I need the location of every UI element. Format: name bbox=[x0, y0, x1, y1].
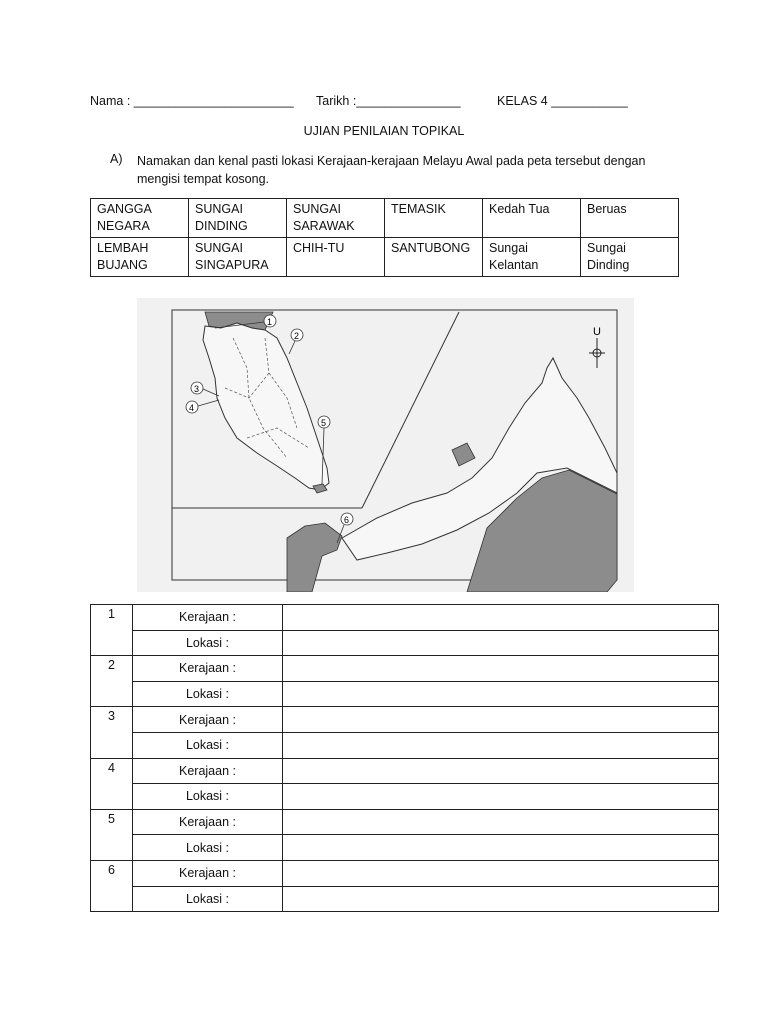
word-bank-cell-line: GANGGA bbox=[97, 202, 152, 216]
marker-6-label: 6 bbox=[344, 515, 350, 525]
kerajaan-answer-field[interactable] bbox=[283, 758, 719, 784]
lokasi-answer-field[interactable] bbox=[283, 681, 719, 707]
word-bank-cell-line: SUNGAI bbox=[195, 241, 243, 255]
answer-row-kerajaan bbox=[91, 758, 719, 784]
marker-1-label: 1 bbox=[267, 317, 273, 327]
answer-row-kerajaan bbox=[91, 809, 719, 835]
lokasi-label: Lokasi : bbox=[133, 681, 283, 707]
kerajaan-label: Kerajaan : bbox=[133, 758, 283, 784]
word-bank-cell-line: BUJANG bbox=[97, 258, 148, 272]
tarikh-field[interactable]: Tarikh :_______________ bbox=[316, 94, 461, 108]
answer-number: 4 bbox=[91, 758, 133, 809]
word-bank-cell-line: NEGARA bbox=[97, 219, 150, 233]
lokasi-answer-field[interactable] bbox=[283, 732, 719, 758]
page-title: UJIAN PENILAIAN TOPIKAL bbox=[303, 124, 465, 138]
answer-row-kerajaan bbox=[91, 860, 719, 886]
word-bank-cell-line: Sungai bbox=[489, 241, 528, 255]
word-bank-cell bbox=[91, 238, 189, 277]
lokasi-answer-field[interactable] bbox=[283, 886, 719, 912]
word-bank-cell-line: Sungai bbox=[587, 241, 626, 255]
kerajaan-label: Kerajaan : bbox=[133, 605, 283, 631]
kerajaan-label: Kerajaan : bbox=[133, 860, 283, 886]
word-bank-cell bbox=[287, 238, 385, 277]
marker-5-label: 5 bbox=[321, 418, 327, 428]
kelas-field[interactable]: KELAS 4 ___________ bbox=[497, 94, 628, 108]
word-bank-row bbox=[91, 238, 679, 277]
answer-number: 6 bbox=[91, 860, 133, 911]
word-bank-cell bbox=[385, 199, 483, 238]
lokasi-answer-field[interactable] bbox=[283, 630, 719, 656]
word-bank-cell bbox=[91, 199, 189, 238]
answer-row-lokasi bbox=[91, 835, 719, 861]
kerajaan-answer-field[interactable] bbox=[283, 809, 719, 835]
word-bank-cell-line: SINGAPURA bbox=[195, 258, 269, 272]
answer-row-kerajaan bbox=[91, 605, 719, 631]
answer-number: 2 bbox=[91, 656, 133, 707]
word-bank-table bbox=[90, 198, 679, 277]
word-bank-cell-line: Dinding bbox=[587, 258, 630, 272]
answer-number: 1 bbox=[91, 605, 133, 656]
instruction-line-2: mengisi tempat kosong. bbox=[137, 172, 270, 186]
word-bank-cell-line: Kelantan bbox=[489, 258, 539, 272]
word-bank-cell bbox=[287, 199, 385, 238]
word-bank-cell bbox=[189, 238, 287, 277]
word-bank-cell bbox=[581, 238, 679, 277]
kerajaan-label: Kerajaan : bbox=[133, 707, 283, 733]
question-label: A) bbox=[110, 152, 123, 166]
answer-row-kerajaan bbox=[91, 707, 719, 733]
answer-number: 5 bbox=[91, 809, 133, 860]
kerajaan-label: Kerajaan : bbox=[133, 809, 283, 835]
kerajaan-answer-field[interactable] bbox=[283, 656, 719, 682]
kerajaan-answer-field[interactable] bbox=[283, 605, 719, 631]
answer-number: 3 bbox=[91, 707, 133, 758]
word-bank-cell-line: SUNGAI bbox=[195, 202, 243, 216]
lokasi-answer-field[interactable] bbox=[283, 784, 719, 810]
kerajaan-answer-field[interactable] bbox=[283, 707, 719, 733]
marker-3-label: 3 bbox=[194, 384, 200, 394]
word-bank-cell-line: SARAWAK bbox=[293, 219, 355, 233]
word-bank-cell bbox=[189, 199, 287, 238]
word-bank-cell bbox=[483, 199, 581, 238]
answer-row-lokasi bbox=[91, 886, 719, 912]
lokasi-label: Lokasi : bbox=[133, 835, 283, 861]
word-bank-cell-line: SANTUBONG bbox=[391, 241, 471, 255]
map-image bbox=[137, 298, 634, 592]
marker-4-label: 4 bbox=[189, 403, 195, 413]
answer-row-kerajaan bbox=[91, 656, 719, 682]
lokasi-label: Lokasi : bbox=[133, 630, 283, 656]
kerajaan-answer-field[interactable] bbox=[283, 860, 719, 886]
answer-row-lokasi bbox=[91, 681, 719, 707]
word-bank-cell bbox=[483, 238, 581, 277]
lokasi-answer-field[interactable] bbox=[283, 835, 719, 861]
lokasi-label: Lokasi : bbox=[133, 732, 283, 758]
instruction-text bbox=[137, 152, 677, 188]
map-svg bbox=[137, 298, 634, 592]
marker-2-label: 2 bbox=[294, 331, 300, 341]
answer-row-lokasi bbox=[91, 784, 719, 810]
answer-row-lokasi bbox=[91, 630, 719, 656]
word-bank-row bbox=[91, 199, 679, 238]
word-bank-cell-line: Beruas bbox=[587, 202, 627, 216]
word-bank-cell-line: Kedah Tua bbox=[489, 202, 550, 216]
north-label: U bbox=[593, 326, 601, 338]
lokasi-label: Lokasi : bbox=[133, 784, 283, 810]
word-bank-cell-line: DINDING bbox=[195, 219, 248, 233]
nama-field[interactable]: Nama : _______________________ bbox=[90, 94, 294, 108]
word-bank-cell-line: SUNGAI bbox=[293, 202, 341, 216]
word-bank-cell-line: TEMASIK bbox=[391, 202, 446, 216]
lokasi-label: Lokasi : bbox=[133, 886, 283, 912]
word-bank-cell-line: CHIH-TU bbox=[293, 241, 345, 255]
answer-table bbox=[90, 604, 719, 912]
kerajaan-label: Kerajaan : bbox=[133, 656, 283, 682]
instruction-line-1: Namakan dan kenal pasti lokasi Kerajaan-kerajaan Melayu Awal pada peta tersebut dengan bbox=[137, 154, 646, 168]
word-bank-cell bbox=[385, 238, 483, 277]
word-bank-cell-line: LEMBAH bbox=[97, 241, 149, 255]
word-bank-cell bbox=[581, 199, 679, 238]
answer-row-lokasi bbox=[91, 732, 719, 758]
